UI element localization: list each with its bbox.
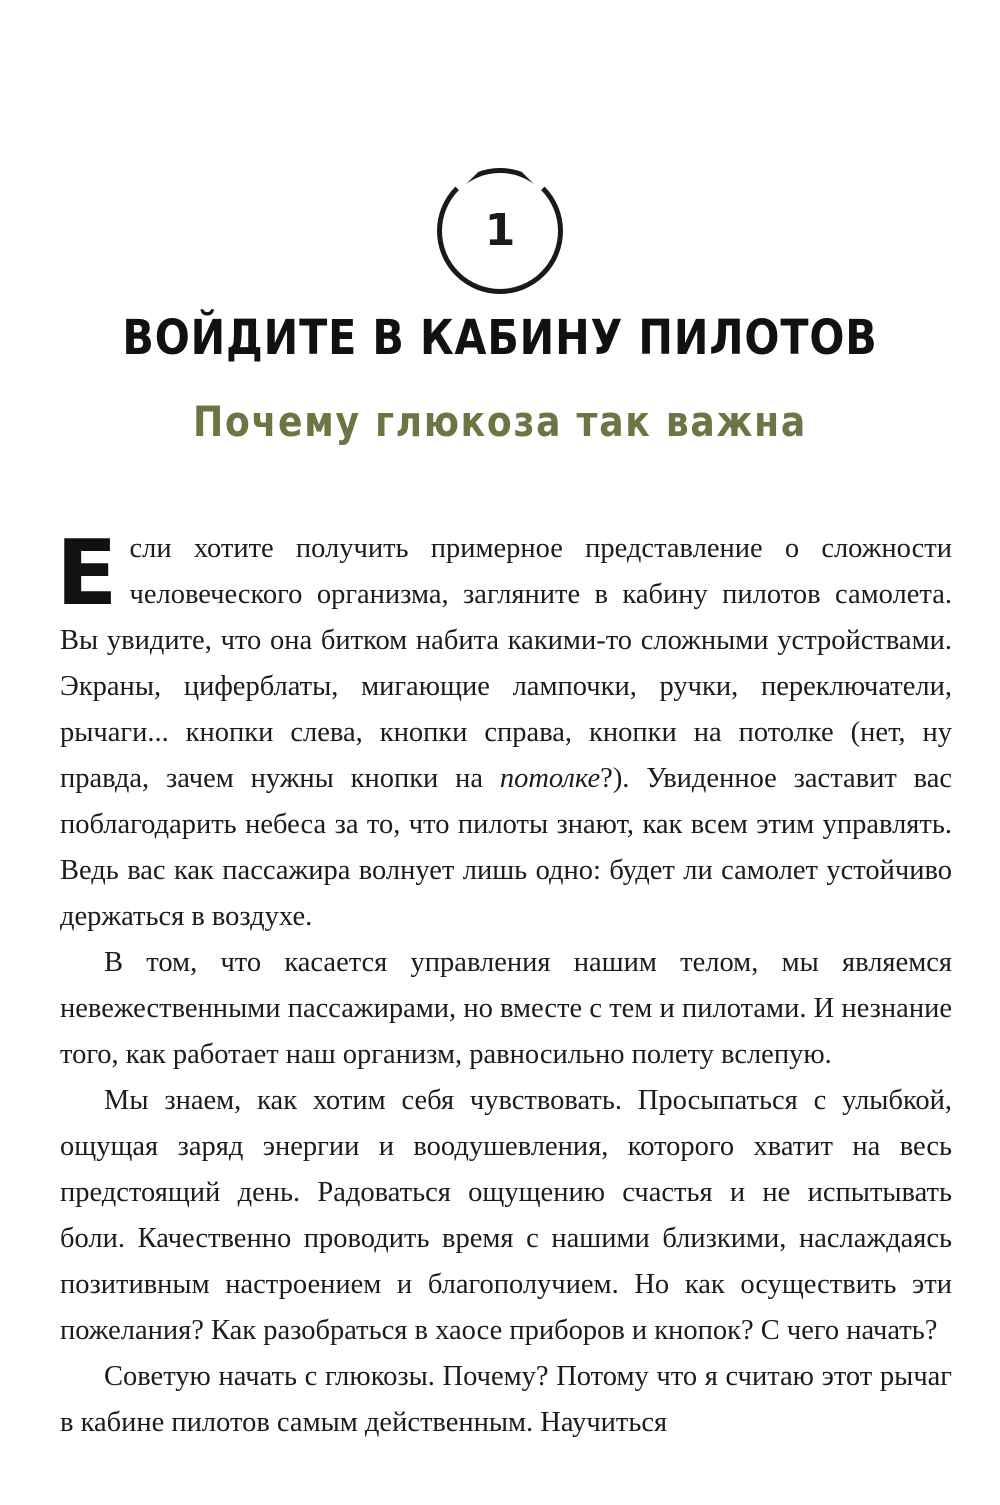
- paragraph-1-text-a: сли хотите получить примерное представление о сложности человеческого организма, загляните в кабину пилотов самолета. Вы увидите, что она битком набита какими-то сложными устройствами. Экраны, циферблаты, мигающие лампочки, ручки, переключатели, рычаги... кнопки слева, кнопки справа, кнопки на потолке (нет, ну правда, зачем нужны кнопки на: [60, 533, 952, 794]
- drop-cap: Е: [56, 521, 118, 626]
- chapter-circle: [437, 168, 563, 294]
- paragraph-2: В том, что касается управления нашим телом, мы являемся невежественными пассажирами, но вместе с тем и пилотами. И незнание того, как работает наш организм, равносильно полету вслепую.: [60, 947, 952, 1070]
- chapter-number-badge: [0, 168, 1000, 294]
- paragraph-1: [56, 521, 952, 940]
- paragraph-1-italic: потолке: [499, 763, 601, 794]
- paragraph-1-text-b: ?). Увиденное заставит вас поблагодарить небеса за то, что пилоты знают, как всем этим управлять. Ведь вас как пассажира волнует лишь одно: будет ли самолет устойчиво держаться в воздухе.: [60, 763, 952, 932]
- body-text: [56, 521, 952, 1446]
- paragraph-4: Советую начать с глюкозы. Почему? Потому что я считаю этот рычаг в кабине пилотов самым действенным. Научиться: [60, 1361, 952, 1438]
- chapter-number: 1: [484, 205, 516, 256]
- chapter-subtitle: Почему глюкоза так важна: [193, 397, 807, 446]
- chapter-title: ВОЙДИТЕ В КАБИНУ ПИЛОТОВ: [122, 310, 878, 366]
- paragraph-3: Мы знаем, как хотим себя чувствовать. Просыпаться с улыбкой, ощущая заряд энергии и воодушевления, которого хватит на весь предстоящий день. Радоваться ощущению счастья и не испытывать боли. Качественно проводить время с нашими близкими, наслаждаясь позитивным настроением и благополучием. Но как осуществить эти пожелания? Как разобраться в хаосе приборов и кнопок? С чего начать?: [60, 1085, 952, 1346]
